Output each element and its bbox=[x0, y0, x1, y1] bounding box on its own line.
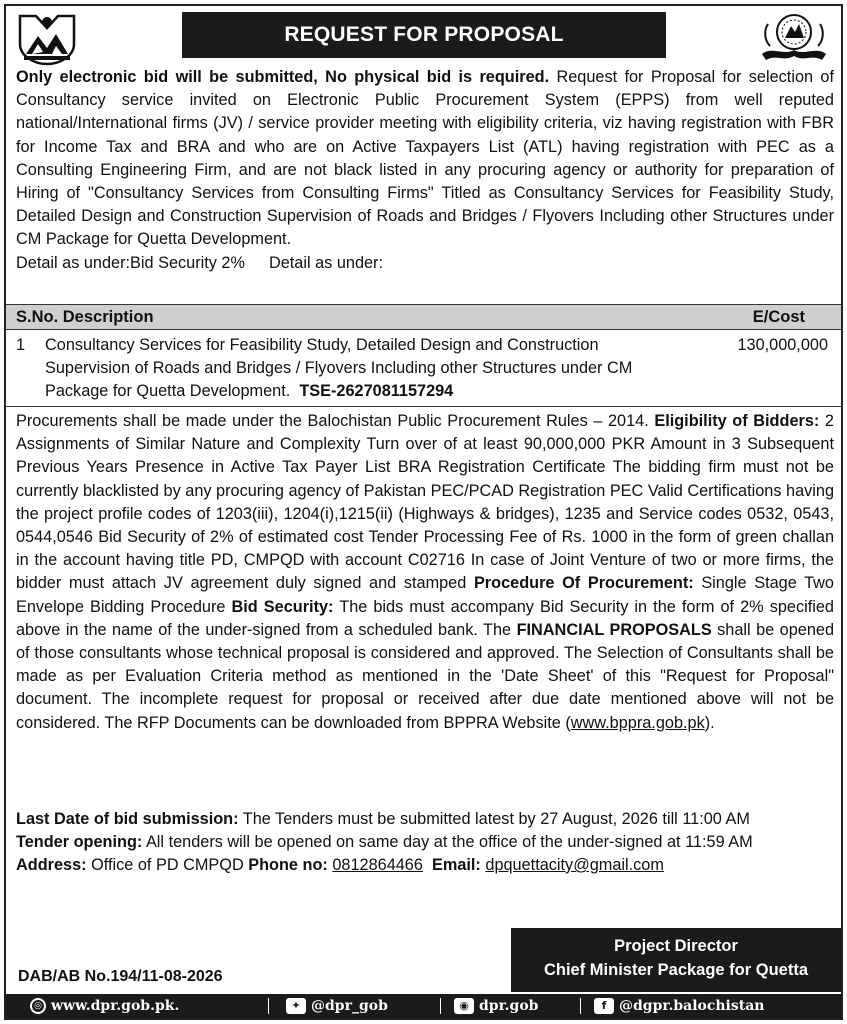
tender-opening-line: Tender opening: All tenders will be opened on same day at the office of the under-signed at 11:59 AM bbox=[16, 833, 753, 851]
page-title: REQUEST FOR PROPOSAL bbox=[182, 12, 666, 58]
eligibility-label: Eligibility of Bidders: bbox=[654, 412, 820, 430]
tse-number: TSE-2627081157294 bbox=[299, 382, 454, 400]
signature-title: Project Director bbox=[614, 937, 738, 955]
financial-proposals-label: FINANCIAL PROPOSALS bbox=[516, 620, 712, 639]
footer-bar bbox=[6, 994, 841, 1018]
bid-security-label: Bid Security: bbox=[231, 597, 334, 616]
instagram-icon: ◉ bbox=[454, 998, 474, 1014]
department-logo-icon bbox=[758, 10, 830, 66]
detail-bid-security: Detail as under:Bid Security 2% bbox=[16, 253, 245, 272]
phone-link[interactable]: 0812864466 bbox=[332, 856, 423, 874]
footer-separator bbox=[580, 998, 581, 1014]
globe-icon: ◎ bbox=[30, 998, 46, 1014]
row-description: Consultancy Services for Feasibility Study, Detailed Design and Construction Supervision of Roads and Bridges / Flyovers Including other Structures under CM Package for Quetta Development. TSE-2627081157294 bbox=[45, 336, 633, 400]
twitter-icon: ✦ bbox=[286, 998, 306, 1014]
row-sno: 1 bbox=[16, 336, 26, 354]
facebook-icon: f bbox=[594, 998, 614, 1014]
submission-info bbox=[16, 808, 834, 877]
detail-as-under: Detail as under: bbox=[268, 253, 384, 272]
terms-paragraph: Procurements shall be made under the Balochistan Public Procurement Rules – 2014. Eligibility of Bidders: 2 Assignments of Similar Nature and Complexity Turn over of at least 90,000,000 PKR Amount in 3 Subsequent Previous Years Presence in Active Tax Payer List BRA Registration Certificate The bidding firm must not be currently blacklisted by any procuring agency of Pakistan PEC/PCAD Registration PEC Valid Certifications having the project profile codes of 1203(iii), 1204(i),1215(ii) (Highways & bridges), 1235 and Service codes 0532, 0543, 0544,0546 Bid Security of 2% of estimated cost Tender Processing Fee of Rs. 1000 in the form of green challan in the account having title PD, CMPQD with account C02716 In case of Joint Venture of two or more firms, the bidder must attach JV agreement duly signed and stamped Procedure Of Procurement: Single Stage Two Envelope Bidding Procedure Bid Security: The bids must accompany Bid Security in the form of 2% specified above in the name of the under-signed from a scheduled bank. The FINANCIAL PROPOSALS shall be opened of those consultants whose technical proposal is considered and approved. The Selection of Consultants shall be made as per Evaluation Criteria method as mentioned in the 'Date Sheet' of this "Request for Proposal" document. The incomplete request for proposal or received after due date mentioned above will not be considered. The RFP Documents can be downloaded from BPPRA Website (www.bppra.gob.pk). bbox=[16, 412, 834, 732]
intro-bold-lead: Only electronic bid will be submitted, No physical bid is required. bbox=[16, 68, 550, 86]
address-line: Address: Office of PD CMPQD Phone no: 0812864466 Email: dpquettacity@gmail.com bbox=[16, 856, 664, 874]
reference-number: DAB/AB No.194/11-08-2026 bbox=[18, 968, 223, 985]
intro-text: Request for Proposal for selection of Consultancy service invited on Electronic Public Procurement System (EPPS) from well reputed national/International firms (JV) / service provider meeting with eligibility criteria, viz having registration with FBR for Income Tax and BRA and who are on Active Taxpayers List (ATL) having registration with PEC as a Consulting Engineering Firm, and are not black listed in any procuring agency or authority for preparation of Hiring of "Consultancy Services from Consulting Firms" Titled as Consultancy Services for Feasibility Study, Detailed Design and Construction Supervision of Roads and Bridges / Flyovers Including other Structures under CM Package for Quetta Development. bbox=[16, 68, 834, 249]
table-header bbox=[6, 304, 841, 330]
signature-office: Chief Minister Package for Quetta bbox=[543, 961, 809, 979]
intro-paragraph bbox=[16, 66, 834, 275]
signature-box bbox=[511, 928, 841, 992]
footer-website[interactable]: ◎ www.dpr.gob.pk. bbox=[30, 994, 179, 1018]
divider bbox=[6, 406, 841, 407]
row-cost: 130,000,000 bbox=[737, 336, 828, 354]
table-header-cost: E/Cost bbox=[752, 308, 805, 326]
last-date-line: Last Date of bid submission: The Tenders must be submitted latest by 27 August, 2026 till 11:00 AM bbox=[16, 810, 750, 828]
table-header-sno-description: S.No. Description bbox=[16, 308, 154, 326]
footer-separator bbox=[440, 998, 441, 1014]
footer-twitter[interactable]: ✦ @dpr_gob bbox=[286, 994, 388, 1018]
balochistan-emblem-icon bbox=[16, 10, 78, 66]
procedure-label: Procedure Of Procurement: bbox=[473, 574, 694, 593]
bppra-website-link[interactable]: www.bppra.gob.pk bbox=[570, 713, 705, 732]
footer-instagram[interactable]: ◉ dpr.gob bbox=[454, 994, 538, 1018]
footer-facebook[interactable]: f @dgpr.balochistan bbox=[594, 994, 764, 1018]
email-link[interactable]: dpquettacity@gmail.com bbox=[485, 856, 664, 874]
footer-separator bbox=[268, 998, 269, 1014]
